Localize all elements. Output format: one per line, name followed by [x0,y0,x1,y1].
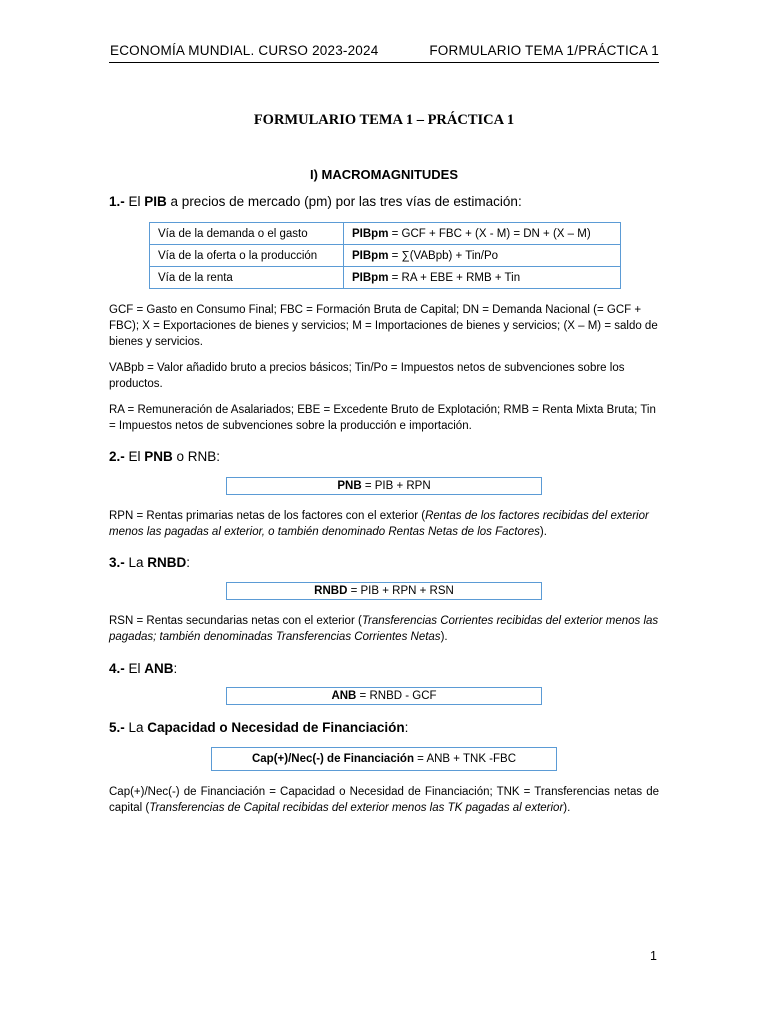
question-number: 2.- [109,449,125,464]
definition-italic: Transferencias Corrientes recibidas del exterior menos las pagadas; también denominadas Transferencias Corrientes Netas [109,615,659,643]
definitions-3: RA = Remuneración de Asalariados; EBE = Excedente Bruto de Explotación; RMB = Renta Mixta Bruta; Tin = Impuestos netos de subvenciones sobre la producción e importación. [109,404,656,432]
definition-italic: Transferencias de Capital recibidas del exterior menos las TK pagadas al exterior [149,802,564,814]
question-text: La [124,720,148,735]
formula-key: PIBpm [352,271,389,284]
question-4 [109,661,177,676]
table-row [150,245,621,267]
definition-text: RSN = Rentas secundarias netas con el exterior ( [109,615,362,627]
question-1 [109,194,522,209]
formula-box-pnb [226,477,542,495]
question-text: : [186,555,191,570]
formula-key: PNB [337,480,362,492]
document-title: FORMULARIO TEMA 1 – PRÁCTICA 1 [253,112,515,128]
question-text: o RNB: [172,449,221,464]
formula-text: = RA + EBE + RMB + Tin [388,271,521,284]
formula-key: RNBD [314,585,348,597]
question-text: : [173,661,178,676]
section-title: I) MACROMAGNITUDES [309,167,459,182]
formula-box-financiacion [211,747,557,771]
question-text: El [124,194,145,209]
formula-key: ANB [331,690,357,702]
table-cell-via: Vía de la demanda o el gasto [150,223,344,245]
question-keyword: Capacidad o Necesidad de Financiación [147,720,405,735]
pib-table [149,222,621,289]
question-keyword: ANB [144,661,174,676]
table-row [150,223,621,245]
formula-text: = PIB + RPN + RSN [347,585,454,597]
definition-text: ). [563,802,571,814]
question-3 [109,555,190,570]
question-text: a precios de mercado (pm) por las tres vías de estimación: [166,194,522,209]
question-text: El [124,661,145,676]
formula-key: PIBpm [352,227,389,240]
formula-box-rnbd [226,582,542,600]
definition-text: Cap(+)/Nec(-) de Financiación = Capacidad o Necesidad de Financiación; TNK = Transferencias netas de capital ( [109,786,659,814]
formula-key: PIBpm [352,249,389,262]
question-5 [109,720,408,735]
question-2 [109,449,220,464]
definition-text: RPN = Rentas primarias netas de los factores con el exterior ( [109,510,426,522]
header-left: ECONOMÍA MUNDIAL. CURSO 2023-2024 [110,43,379,58]
definitions-1: GCF = Gasto en Consumo Final; FBC = Formación Bruta de Capital; DN = Demanda Nacional (= GCF + FBC); X = Exportaciones de bienes y servicios; M = Importaciones de bienes y servicios; (X – M) = saldo de bienes y servicios. [109,304,658,348]
question-text: : [404,720,409,735]
question-keyword: PNB [144,449,173,464]
question-number: 5.- [109,720,125,735]
formula-text: = RNBD - GCF [356,690,437,702]
header-right: FORMULARIO TEMA 1/PRÁCTICA 1 [429,43,659,58]
formula-text: = PIB + RPN [361,480,431,492]
definitions-2: VABpb = Valor añadido bruto a precios básicos; Tin/Po = Impuestos netos de subvenciones sobre los productos. [109,362,625,390]
page-number: 1 [650,949,657,963]
header-divider [109,62,659,63]
formula-box-anb [226,687,542,705]
question-number: 1.- [109,194,125,209]
definition-italic: Rentas de los factores recibidas del exterior menos las pagadas al exterior, o también denominado Rentas Netas de los Factores [109,510,649,538]
question-number: 3.- [109,555,125,570]
table-row [150,267,621,289]
question-keyword: PIB [144,194,167,209]
question-text: La [124,555,148,570]
question-number: 4.- [109,661,125,676]
table-cell-via: Vía de la renta [150,267,344,289]
definition-text: ). [539,526,547,538]
table-cell-formula [344,245,621,267]
formula-text: = GCF + FBC + (X - M) = DN + (X – M) [388,227,591,240]
definitions-rsn [109,613,659,645]
question-text: El [124,449,145,464]
formula-text: = ∑(VABpb) + Tin/Po [388,249,499,262]
formula-text: = ANB + TNK -FBC [413,753,517,765]
table-cell-via: Vía de la oferta o la producción [150,245,344,267]
definition-text: ). [440,631,448,643]
definitions-financiacion [109,784,659,816]
formula-key: Cap(+)/Nec(-) de Financiación [251,753,414,765]
table-cell-formula [344,223,621,245]
table-cell-formula [344,267,621,289]
question-keyword: RNBD [147,555,187,570]
definitions-rpn [109,508,659,540]
